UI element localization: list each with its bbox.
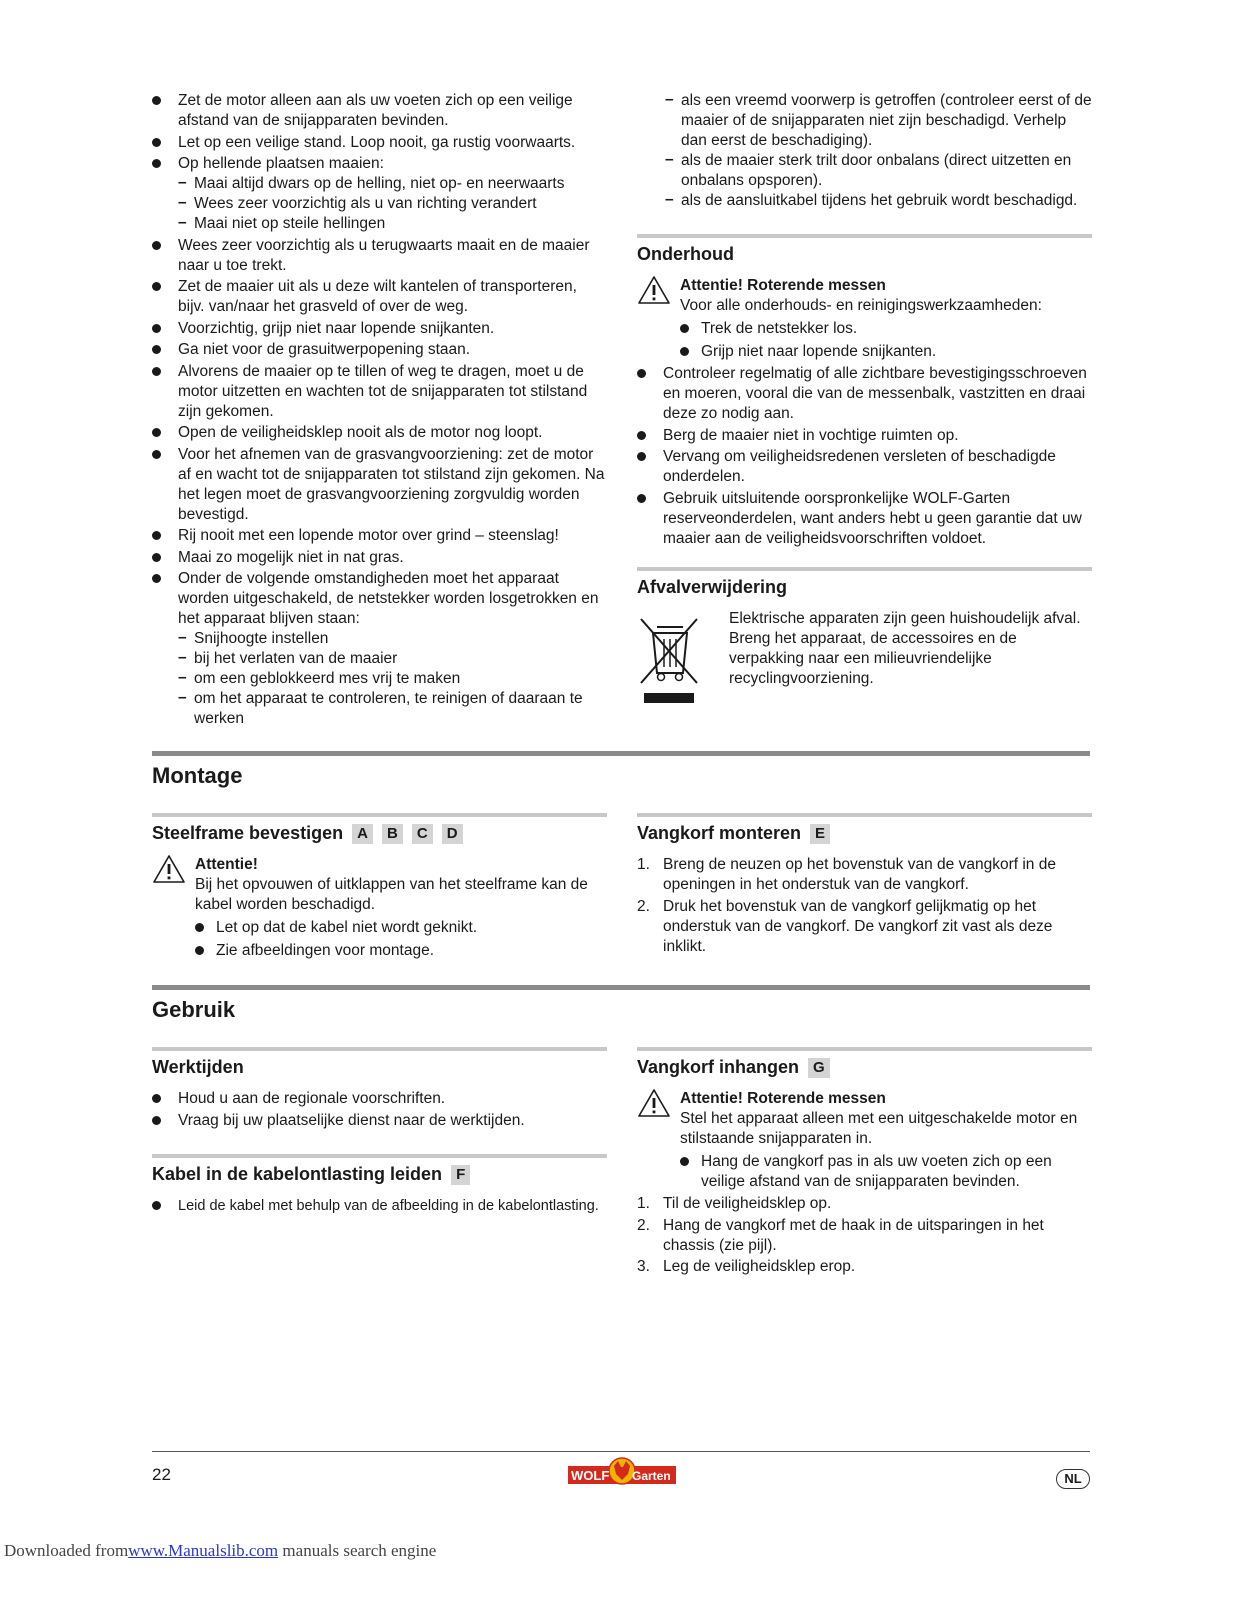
list-item: Controleer regelmatig of alle zichtbare bevestigingsschroeven en moeren, vooral die van de messenbalk, vastzitten en draai deze zo nodig aan.: [637, 364, 1092, 424]
language-badge: NL: [1056, 1469, 1090, 1489]
step-number: 1.: [637, 1195, 650, 1212]
warning-title: Attentie!: [195, 856, 258, 873]
list-item: Wees zeer voorzichtig als u terugwaarts maait en de maaier naar u toe trekt.: [152, 236, 607, 276]
list-item: Houd u aan de regionale voorschriften.: [152, 1089, 607, 1109]
list-item: Open de veiligheidsklep nooit als de motor nog loopt.: [152, 423, 607, 443]
section-title-text: Vangkorf monteren: [637, 823, 802, 843]
download-suffix: manuals search engine: [278, 1541, 437, 1560]
warning-title: Attentie! Roterende messen: [680, 1090, 886, 1107]
list-item: Op hellende plaatsen maaien: – Maai altijd dwars op de helling, niet op- en neerwaarts – Wees zeer voorzichtig als u van richting verandert – Maai niet op steile hellingen: [152, 154, 607, 234]
list-item: Alvorens de maaier op te tillen of weg te dragen, moet u de motor uitzetten en wachten tot de snijapparaten tot stilstand zijn gekomen.: [152, 362, 607, 422]
step-number: 2.: [637, 897, 650, 915]
manualslib-link[interactable]: www.Manualslib.com: [128, 1541, 279, 1560]
warning-text: Voor alle onderhouds- en reinigingswerkzaamheden:: [680, 297, 1042, 314]
weee-bin-icon: [637, 613, 701, 705]
sub-list-item: – als een vreemd voorwerp is getroffen (controleer eerst of de maaier of de snijapparaten niet zijn beschadigd. Verhelp dan eerst de beschadiging).: [665, 91, 1092, 151]
onderhoud-section: [637, 234, 1092, 550]
figure-tag: B: [382, 824, 403, 844]
list-item: Trek de netstekker los.: [680, 319, 1092, 339]
sub-list-item: – als de aansluitkabel tijdens het gebruik wordt beschadigd.: [665, 191, 1092, 211]
download-prefix: Downloaded from: [4, 1541, 129, 1560]
step-item: [637, 1216, 1092, 1256]
section-title-text: Vangkorf inhangen: [637, 1057, 800, 1077]
step-number: 1.: [637, 856, 650, 873]
steelframe-section: [152, 813, 607, 963]
step-item: [637, 855, 1092, 895]
list-item: Rij nooit met een lopende motor over grind – steenslag!: [152, 526, 607, 546]
section-title-text: Steelframe bevestigen: [152, 823, 344, 843]
warning-text: Bij het opvouwen of uitklappen van het steelframe kan de kabel worden beschadigd.: [195, 876, 588, 913]
figure-tag: D: [442, 824, 463, 844]
step-text: Leg de veiligheidsklep erop.: [663, 1258, 856, 1275]
page-number: 22: [152, 1465, 171, 1484]
sub-list-item: – om een geblokkeerd mes vrij te maken: [178, 669, 607, 689]
list-item: Grijp niet naar lopende snijkanten.: [680, 342, 1092, 362]
list-item: Maai zo mogelijk niet in nat gras.: [152, 548, 607, 568]
step-number: 3.: [637, 1258, 650, 1275]
sub-list-item: – als de maaier sterk trilt door onbalans (direct uitzetten en onbalans opsporen).: [665, 151, 1092, 191]
sub-list-item: – Wees zeer voorzichtig als u van richting verandert: [178, 194, 607, 214]
step-number: 2.: [637, 1216, 650, 1234]
kabel-section: [152, 1154, 607, 1218]
montage-heading: Montage: [152, 751, 1090, 790]
figure-tag: A: [352, 824, 373, 844]
list-item: Vervang om veiligheidsredenen versleten of beschadigde onderdelen.: [637, 447, 1092, 487]
werktijden-section: [152, 1047, 607, 1132]
download-footer: [4, 1541, 436, 1561]
safety-list-left: [152, 91, 607, 731]
list-item: Ga niet voor de grasuitwerpopening staan.: [152, 340, 607, 360]
gebruik-heading: Gebruik: [152, 985, 1090, 1024]
figure-tag: C: [412, 824, 433, 844]
step-text: Druk het bovenstuk van de vangkorf gelijkmatig op het onderstuk van de vangkorf. De vangkorf zit vast als deze inklikt.: [663, 897, 1053, 955]
warning-icon: [637, 1088, 671, 1118]
afval-section: [637, 567, 1092, 705]
sub-list-item: – bij het verlaten van de maaier: [178, 649, 607, 669]
sub-list-item: – om het apparaat te controleren, te reinigen of daaraan te werken: [178, 689, 607, 729]
section-title: [152, 1154, 607, 1186]
list-item: Onder de volgende omstandigheden moet het apparaat worden uitgeschakeld, de netstekker worden losgetrokken en het apparaat blijven staan: – Snijhoogte instellen – bij het verlaten van de maaier – om een geblokkeerd mes vrij te maken – om het apparaat te controleren, te reinigen of daaraan te werken: [152, 569, 607, 729]
section-title: [637, 1047, 1092, 1079]
section-title: Werktijden: [152, 1047, 607, 1079]
section-title: [637, 813, 1092, 845]
warning-box: [637, 276, 1092, 362]
step-text: Til de veiligheidsklep op.: [663, 1195, 832, 1212]
list-item: Leid de kabel met behulp van de afbeelding in de kabelontlasting.: [152, 1196, 607, 1216]
step-text: Hang de vangkorf met de haak in de uitsparingen in het chassis (zie pijl).: [663, 1216, 1044, 1254]
section-title: Afvalverwijdering: [637, 567, 1092, 599]
list-item: Zie afbeeldingen voor montage.: [195, 941, 607, 961]
list-item: Zet de motor alleen aan als uw voeten zich op een veilige afstand van de snijapparaten bevinden.: [152, 91, 607, 131]
list-item: Voor het afnemen van de grasvangvoorziening: zet de motor af en wacht tot de snijapparaten tot stilstand zijn gekomen. Na het legen moet de grasvangvoorziening zorgvuldig worden bevestigd.: [152, 445, 607, 525]
warning-icon: [152, 854, 186, 884]
safety-list-right: [637, 91, 1092, 211]
logo-wolf-text: WOLF: [571, 1468, 610, 1483]
list-item: Voorzichtig, grijp niet naar lopende snijkanten.: [152, 319, 607, 339]
logo-garten-text: Garten: [632, 1469, 671, 1483]
list-item: Let op dat de kabel niet wordt geknikt.: [195, 918, 607, 938]
afval-text: Elektrische apparaten zijn geen huishoudelijk afval. Breng het apparaat, de accessoires en de verpakking naar een milieuvriendelijke recyclingvoorziening.: [729, 610, 1081, 687]
section-title-text: Kabel in de kabelontlasting leiden: [152, 1164, 443, 1184]
list-item: Gebruik uitsluitende oorspronkelijke WOLF-Garten reserveonderdelen, want anders hebt u geen garantie dat uw maaier aan de veiligheidsvoorschriften voldoet.: [637, 489, 1092, 549]
section-title: Onderhoud: [637, 234, 1092, 266]
step-item: [637, 897, 1092, 957]
section-title: [152, 813, 607, 845]
figure-tag: G: [808, 1058, 830, 1078]
figure-tag: F: [451, 1165, 470, 1185]
vangkorf-inhangen-section: [637, 1047, 1092, 1279]
sub-list-item: – Maai niet op steile hellingen: [178, 214, 607, 234]
sub-list-item: – Maai altijd dwars op de helling, niet op- en neerwaarts: [178, 174, 607, 194]
step-item: [637, 1194, 1092, 1214]
step-text: Breng de neuzen op het bovenstuk van de vangkorf in de openingen in het onderstuk van de vangkorf.: [663, 856, 1056, 893]
list-item: Berg de maaier niet in vochtige ruimten op.: [637, 426, 1092, 446]
list-item: Let op een veilige stand. Loop nooit, ga rustig voorwaarts.: [152, 133, 607, 153]
vangkorf-monteren-section: [637, 813, 1092, 958]
warning-text: Stel het apparaat alleen met een uitgeschakelde motor en stilstaande snijapparaten in.: [680, 1110, 1078, 1147]
wolf-garten-logo: [568, 1457, 676, 1487]
figure-tag: E: [810, 824, 830, 844]
list-item: Vraag bij uw plaatselijke dienst naar de werktijden.: [152, 1111, 607, 1131]
list-item: Zet de maaier uit als u deze wilt kantelen of transporteren, bijv. van/naar het grasveld of over de weg.: [152, 277, 607, 317]
warning-box: [152, 855, 607, 961]
list-item: Hang de vangkorf pas in als uw voeten zich op een veilige afstand van de snijapparaten bevinden.: [680, 1152, 1092, 1192]
warning-box: [637, 1089, 1092, 1192]
sub-list-item: – Snijhoogte instellen: [178, 629, 607, 649]
footer-divider: [152, 1451, 1090, 1452]
warning-title: Attentie! Roterende messen: [680, 277, 886, 294]
step-item: [637, 1257, 1092, 1277]
warning-icon: [637, 275, 671, 305]
